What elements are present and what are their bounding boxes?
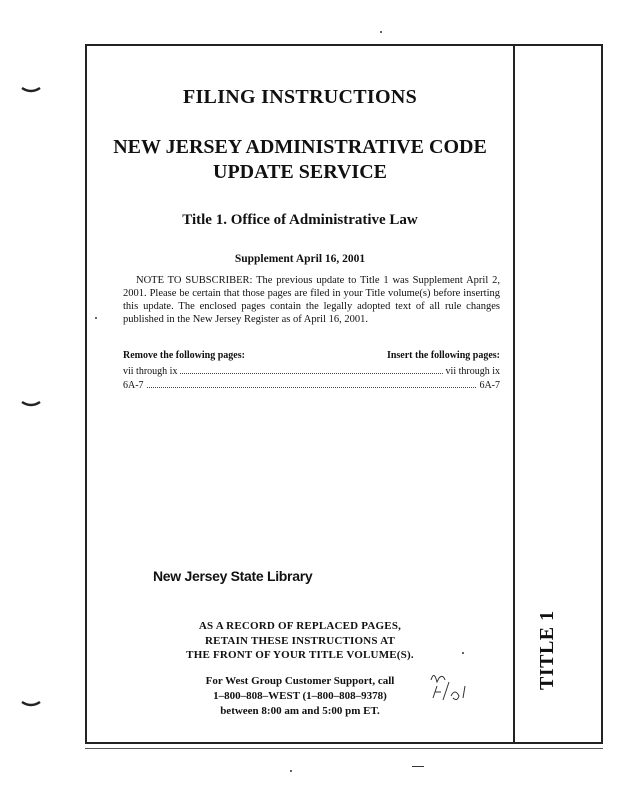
- dot-leader: [147, 378, 477, 388]
- record-line: AS A RECORD OF REPLACED PAGES,: [198, 620, 402, 632]
- filing-instructions-heading: FILING INSTRUCTIONS: [182, 86, 418, 108]
- scan-speck: [412, 766, 424, 767]
- handwritten-annotation-icon: [425, 668, 485, 704]
- binder-hole-icon: [20, 392, 42, 410]
- scan-speck: [380, 31, 382, 33]
- page-row: [123, 378, 500, 391]
- side-tab-divider: [513, 44, 515, 744]
- remove-pages: vii through ix: [123, 366, 178, 377]
- remove-header: Remove the following pages:: [123, 350, 245, 361]
- scan-speck: [95, 317, 97, 319]
- insert-pages: vii through ix: [445, 366, 500, 377]
- binder-hole-icon: [20, 692, 42, 710]
- insert-pages: 6A-7: [479, 380, 500, 391]
- support-phone: 1–800–808–WEST (1–800–808–9378): [213, 690, 387, 702]
- title-heading: Title 1. Office of Administrative Law: [182, 212, 418, 228]
- record-line: RETAIN THESE INSTRUCTIONS AT: [205, 634, 395, 647]
- scan-speck: [462, 652, 464, 654]
- supplement-date: Supplement April 16, 2001: [234, 253, 366, 265]
- scan-speck: [290, 770, 292, 772]
- record-notice: [100, 619, 500, 663]
- dot-leader: [180, 364, 442, 374]
- subscriber-note: NOTE TO SUBSCRIBER: The previous update to Title 1 was Supplement April 2, 2001. Please be certain that those pages are filed in your Title volume(s) before inserting this update. The enclosed pages contain the legally adopted text of all rule changes published in the New Jersey Register as of April 16, 2001.: [123, 275, 500, 325]
- code-heading: [100, 135, 500, 185]
- binder-hole-icon: [20, 78, 42, 96]
- support-line: For West Group Customer Support, call: [205, 675, 395, 687]
- support-hours: between 8:00 am and 5:00 pm ET.: [220, 705, 380, 717]
- insert-header: Insert the following pages:: [386, 350, 500, 361]
- bottom-rule: [85, 748, 603, 749]
- record-line: THE FRONT OF YOUR TITLE VOLUME(S).: [186, 649, 414, 661]
- page-row: [123, 364, 500, 377]
- code-heading-line2: UPDATE SERVICE: [213, 161, 387, 183]
- library-stamp: New Jersey State Library: [153, 568, 313, 584]
- title-tab-label: TITLE 1: [536, 610, 558, 690]
- code-heading-line1: NEW JERSEY ADMINISTRATIVE CODE: [113, 136, 487, 158]
- page-columns-header: [123, 350, 500, 361]
- remove-pages: 6A-7: [123, 380, 144, 391]
